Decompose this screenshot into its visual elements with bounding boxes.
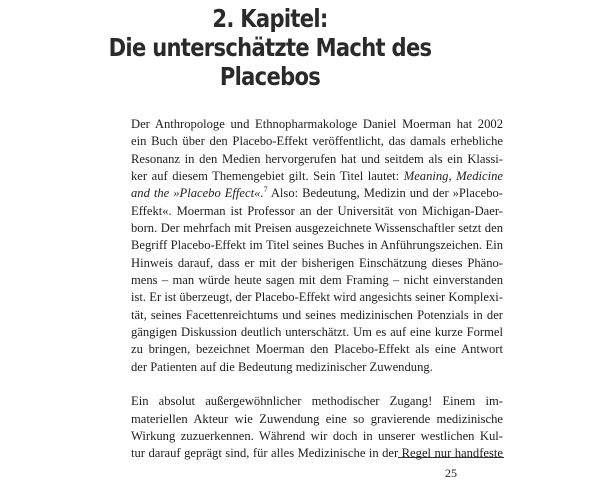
text-line: Hinweis darauf, dass er mit der bisherigen Einschätzung dieses Phäno- — [131, 255, 503, 270]
chapter-title — [38, 4, 502, 91]
text-line: Begriff Placebo-Effekt im Titel seines Buches in Anführungszeichen. Ein — [131, 238, 503, 253]
text-line: Ein absolut außergewöhnlicher methodischer Zugang! Einem im- — [131, 394, 503, 409]
text-line: ein Buch über den Placebo-Effekt veröffentlicht, das damals erhebliche — [131, 134, 503, 149]
text-line: Effekt«. Moerman ist Professor an der Universität von Michigan-Daer- — [131, 203, 503, 218]
text-line: born. Der mehrfach mit Preisen ausgezeichnete Wissenschaftler setzt den — [131, 221, 503, 236]
text-line: Der Anthropologe und Ethnopharmakologe Daniel Moerman hat 2002 — [131, 117, 503, 131]
text-line: materiellen Akteur wie Zuwendung eine so gravierende medizinische — [131, 411, 503, 426]
chapter-title-line-3: Placebos — [219, 62, 321, 91]
text-line: ist. Er ist überzeugt, der Placebo-Effekt wird angesichts seiner Komplexi- — [131, 290, 503, 305]
chapter-title-line-2: Die unterschätzte Macht des — [108, 33, 432, 62]
text-line: Resonanz in den Medien hervorgerufen hat und seitdem als ein Klassi- — [131, 151, 503, 166]
paragraph-1 — [131, 116, 503, 376]
text-line: der Patienten auf die Bedeutung medizinischer Zuwendung. — [131, 359, 433, 374]
book-title-italic: and the »Placebo Effect«. — [131, 186, 264, 201]
chapter-title-line-1: 2. Kapitel: — [212, 4, 328, 33]
body-text — [131, 116, 503, 463]
text-line: zu bringen, bezeichnet Moerman den Placebo-Effekt als eine Antwort — [131, 342, 503, 357]
text-line: mens – man würde heute sagen mit dem Framing – nicht einverstanden — [131, 273, 503, 288]
footnote-reference: 7 — [263, 185, 268, 195]
text-line: tät, seines Facettenreichtums und seines medizinischen Potenzials in der — [131, 307, 503, 322]
book-title-italic: Meaning, Medicine — [403, 169, 503, 184]
footer-divider — [398, 457, 504, 458]
text-line: Wirkung zuzuerkennen. Während wir doch in unserer westlichen Kul- — [131, 428, 503, 443]
text-line: gängigen Diskussion deutlich unterschätzt. Um es auf eine kurze Formel — [131, 325, 503, 340]
page-number: 25 — [445, 466, 457, 480]
text-segment: Also: Bedeutung, Medizin und der »Placebo- — [267, 186, 503, 201]
text-segment: ker auf diesem Themengebiet gilt. Sein Titel lautet: — [131, 169, 404, 184]
text-line — [131, 168, 503, 185]
text-line — [131, 185, 503, 202]
text-line: tur darauf geprägt sind, für alles Medizinische in der Regel nur handfeste — [131, 446, 503, 461]
paragraph-2 — [131, 393, 503, 462]
